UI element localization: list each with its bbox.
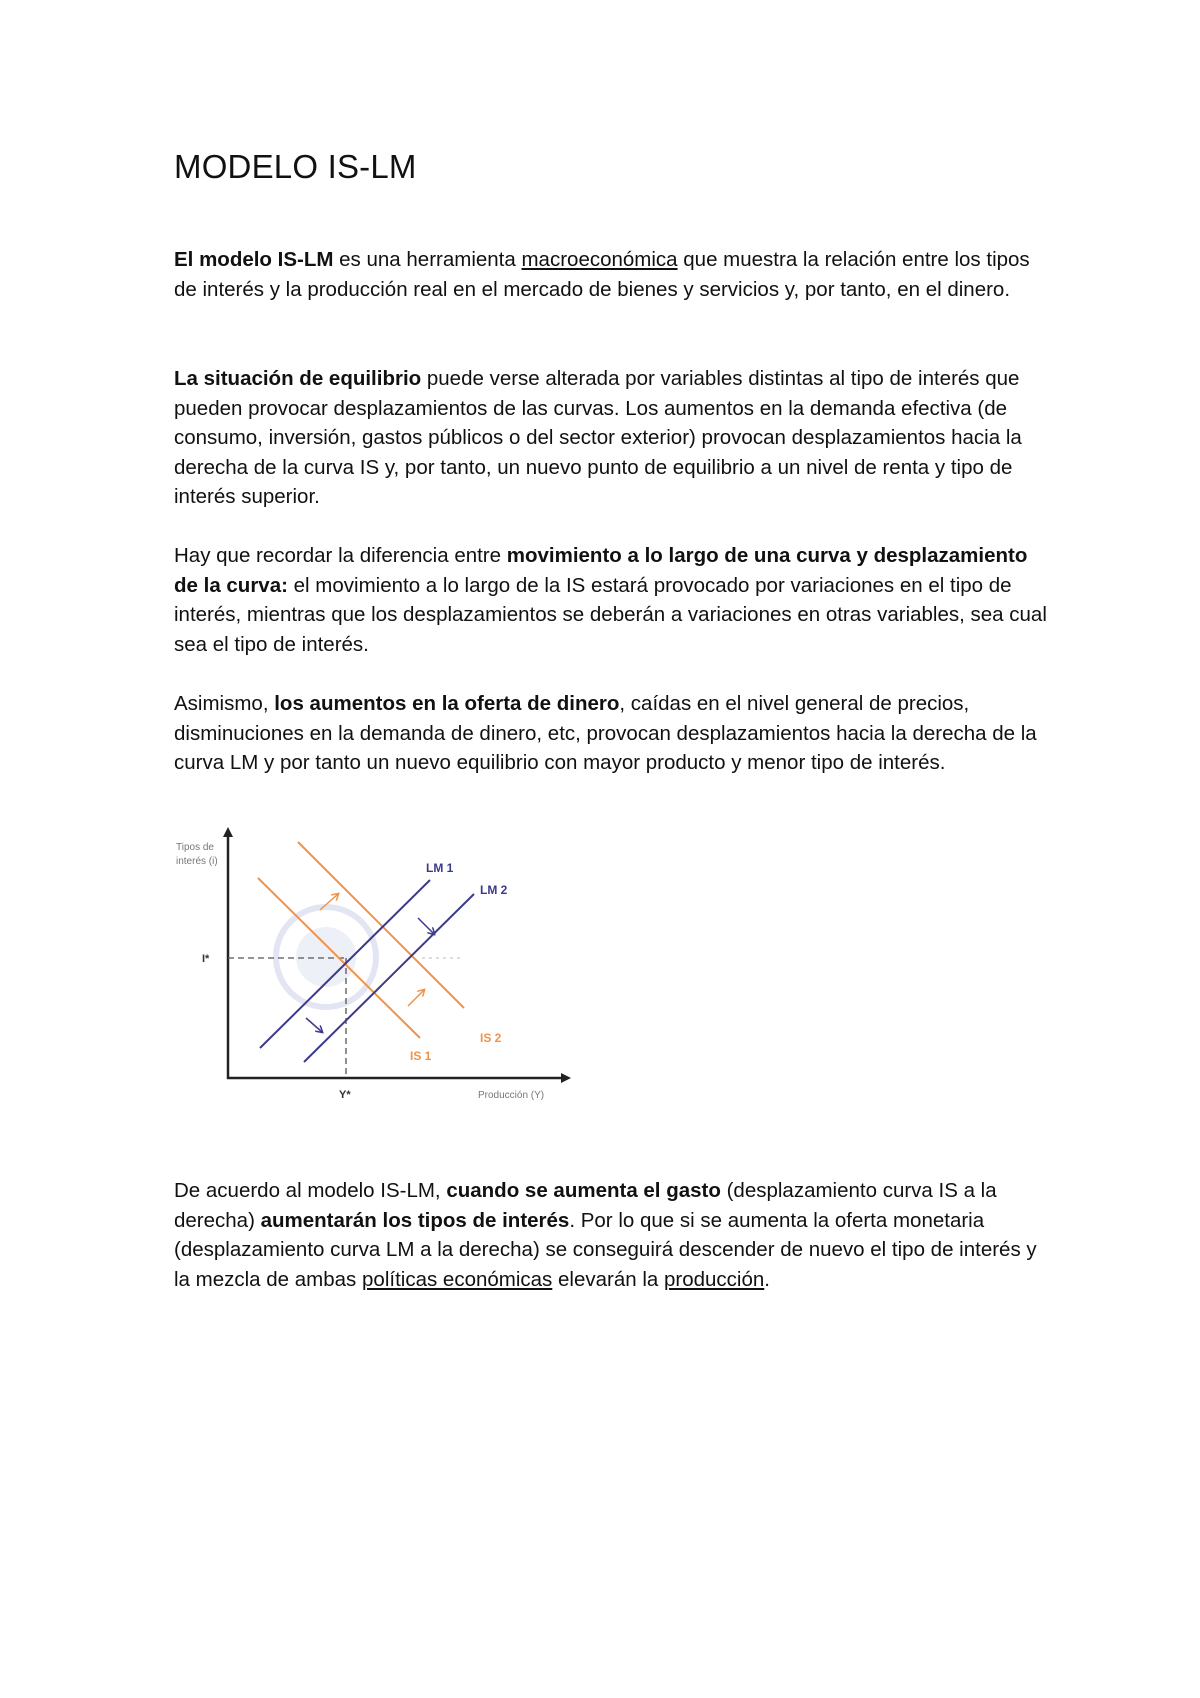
paragraph-definition: [174, 245, 1054, 304]
text-span: , caídas en el nivel general de precios, disminuciones en la demanda de dinero, etc, provocan desplazamientos hacia la derecha de la curva LM y por tanto un nuevo equilibrio con mayor producto y menor tipo de interés.: [174, 692, 1037, 774]
bold-term: La situación de equilibrio: [174, 367, 422, 390]
y-axis-label-line1: Tipos de: [176, 842, 214, 853]
bold-term: los aumentos en la oferta de dinero: [274, 692, 620, 715]
page-title: MODELO IS-LM: [174, 148, 417, 185]
text-span: es una herramienta: [333, 248, 522, 271]
text-span: (desplazamiento curva IS a la derecha): [174, 1179, 997, 1232]
x-axis-label: Producción (Y): [478, 1090, 545, 1101]
y-axis-label-line2: interés (i): [176, 856, 218, 867]
text-span: puede verse alterada por variables distintas al tipo de interés que pueden provocar desplazamientos de las curvas. Los aumentos en la demanda efectiva (de consumo, inversión, gastos públicos o del sector exterior) provocan desplazamientos hacia la derecha de la curva IS y, por tanto, un nuevo punto de equilibrio a un nivel de renta y tipo de interés superior.: [174, 367, 1022, 508]
is1-label: IS 1: [410, 1049, 432, 1063]
link-politicas-economicas[interactable]: políticas económicas: [362, 1267, 553, 1291]
is2-label: IS 2: [480, 1031, 502, 1045]
paragraph-money-supply: [174, 689, 1054, 778]
bold-term: movimiento a lo largo de una curva y desplazamiento de la curva:: [174, 544, 1028, 597]
watermark-logo: [276, 907, 376, 1007]
is-shift-arrow-lower: [408, 990, 424, 1006]
islm-diagram-svg: [174, 822, 574, 1112]
link-produccion[interactable]: producción: [664, 1267, 765, 1291]
islm-diagram: [174, 822, 574, 1112]
paragraph-equilibrium: [174, 364, 1054, 512]
paragraph-conclusion: [174, 1176, 1054, 1294]
text-span: que muestra la relación entre los tipos de interés y la producción real en el mercado de bienes y servicios y, por tanto, en el dinero.: [174, 248, 1030, 301]
text-span: elevarán la: [552, 1267, 664, 1291]
text-span: Asimismo,: [174, 692, 275, 715]
text-span: . Por lo que si se aumenta la oferta monetaria (desplazamiento curva LM a la derecha) se conseguirá descender de nuevo el tipo de interés y la mezcla de ambas: [174, 1208, 1037, 1291]
bold-term: cuando se aumenta el gasto: [446, 1179, 721, 1202]
paragraph-movement: [174, 541, 1054, 659]
text-span: Hay que recordar la diferencia entre: [174, 544, 507, 567]
lm2-label: LM 2: [480, 883, 508, 897]
lm1-label: LM 1: [426, 861, 454, 875]
link-macroeconomica[interactable]: macroeconómica: [521, 248, 678, 271]
equilibrium-y-label: Y*: [339, 1089, 351, 1101]
lm-shift-arrow-lower: [306, 1018, 322, 1032]
bold-term: aumentarán los tipos de interés: [260, 1208, 570, 1232]
text-span: el movimiento a lo largo de la IS estará provocado por variaciones en el tipo de interés, mientras que los desplazamientos se deberán a variaciones en otras variables, sea cual sea el tipo de interés.: [174, 573, 1047, 656]
text-span: .: [764, 1267, 770, 1291]
lm-shift-arrow-upper: [418, 918, 434, 934]
bold-term: El modelo IS-LM: [174, 248, 334, 271]
text-span: De acuerdo al modelo IS-LM,: [174, 1179, 447, 1202]
equilibrium-i-label: I*: [202, 953, 210, 965]
